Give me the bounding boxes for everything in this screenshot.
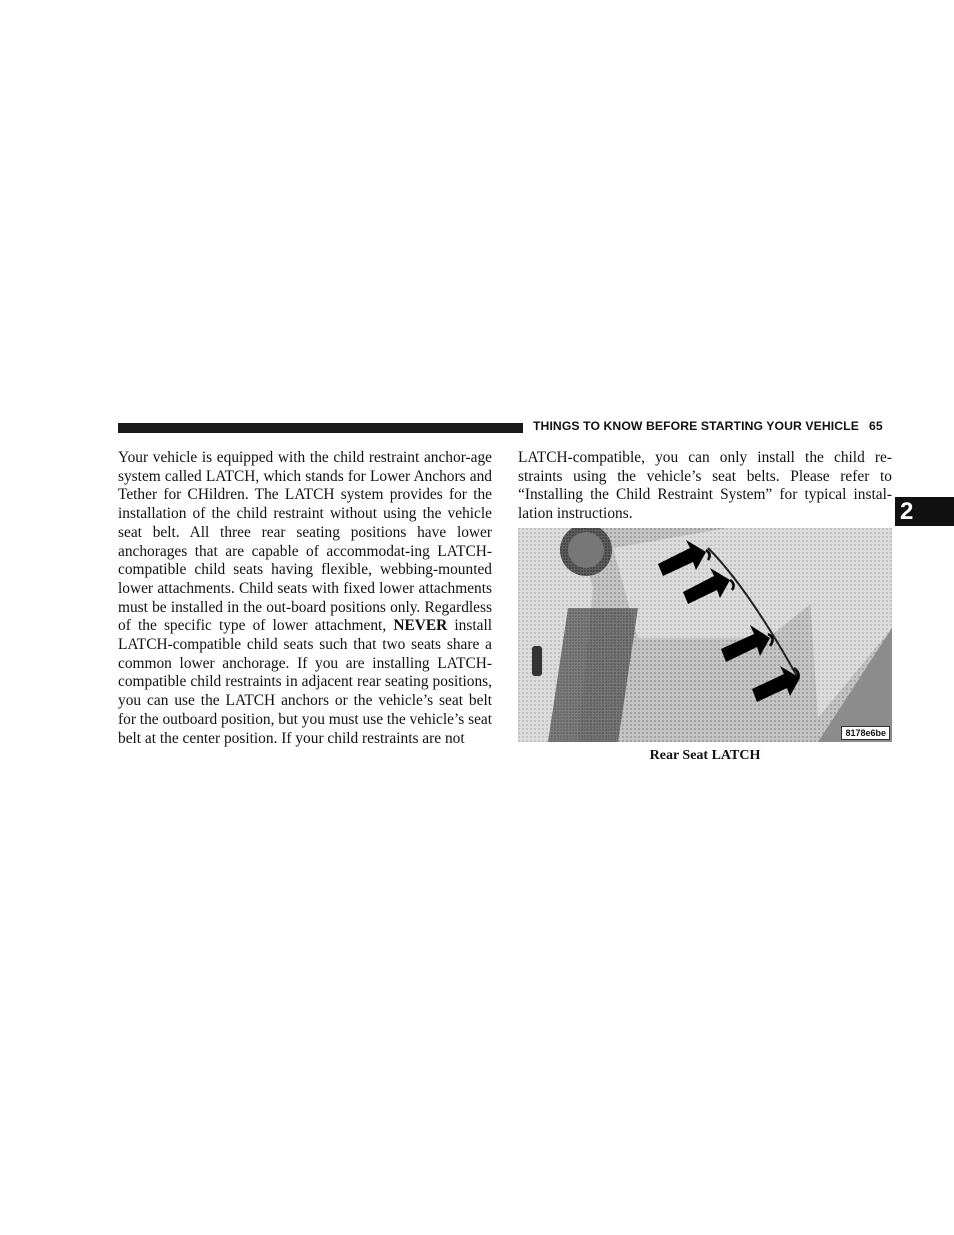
section-title: THINGS TO KNOW BEFORE STARTING YOUR VEHICLE	[533, 419, 859, 433]
rear-seat-illustration	[518, 528, 892, 742]
figure-caption: Rear Seat LATCH	[649, 748, 761, 763]
paragraph-text-2: install LATCH-compatible child seats such that two seats share a common lower anchorage. If you are installing LATCH-compatible child restraints in adjacent rear seating positions, you can use the LATCH anchors or the vehicle’s seat belt for the outboard position, but you must use the vehicle’s seat belt at the center position. If your child restraints are not	[118, 617, 493, 747]
paragraph-text-1: Your vehicle is equipped with the child restraint anchor-age system called LATCH, which stands for Lower Anchors and Tether for CHildren. The LATCH system provides for the installation of the child restraint without using the vehicle seat belt. All three rear seating positions have lower anchorages that are capable of accommodat-ing LATCH-compatible child seats having flexible, webbing-mounted lower attachments. Child seats with fixed lower attachments must be installed in the out-board positions only. Regardless of the specific type of lower attachment,	[118, 449, 492, 635]
body-paragraph-left	[118, 449, 492, 748]
chapter-number: 2	[900, 498, 914, 525]
never-emphasis: NEVER	[393, 617, 448, 635]
figure-id-label: 8178e6be	[841, 726, 890, 740]
seat-belt-buckle	[532, 646, 542, 676]
page-number: 65	[868, 419, 883, 433]
rear-seat-latch-figure	[518, 528, 892, 742]
chapter-tab	[895, 497, 954, 526]
running-header	[533, 419, 891, 433]
body-paragraph-right: LATCH-compatible, you can only install the child re-straints using the vehicle’s seat belts. Please refer to “Installing the Child Restraint System” for typical instal-lation instructions.	[518, 449, 892, 523]
header-rule	[118, 423, 523, 433]
